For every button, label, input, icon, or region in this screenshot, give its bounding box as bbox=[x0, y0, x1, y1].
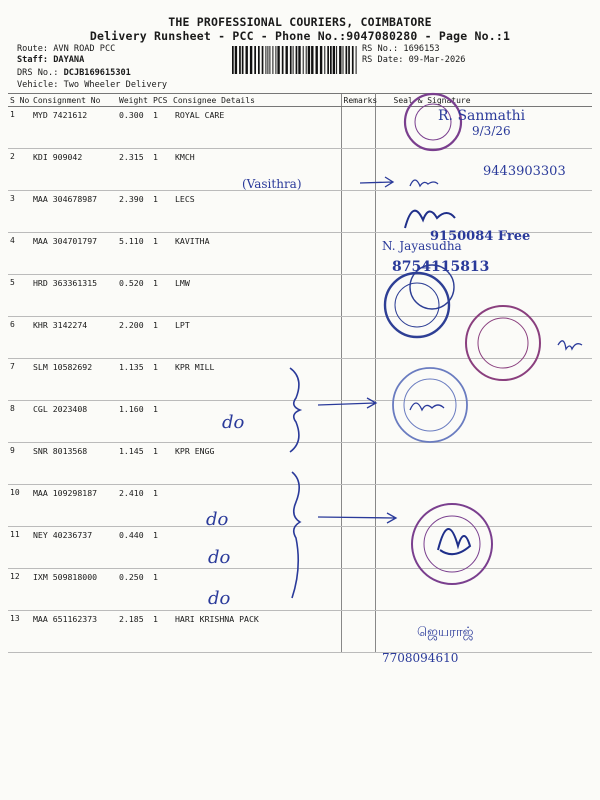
cell-sno: 7 bbox=[8, 359, 31, 401]
rs-number: RS No.: 1696153 bbox=[362, 44, 440, 54]
cell-pcs: 1 bbox=[151, 317, 171, 359]
row2-phone: 9443903303 bbox=[483, 164, 566, 179]
barcode-bar bbox=[316, 46, 318, 74]
cell-weight: 5.110 bbox=[117, 233, 151, 275]
barcode-bar bbox=[333, 46, 335, 74]
staff-label: Staff: bbox=[17, 55, 49, 65]
company-title: THE PROFESSIONAL COURIERS, COIMBATORE bbox=[168, 15, 432, 29]
row1-signature: R. Sanmathi bbox=[438, 108, 526, 124]
row13-signature: ஜெயராஜ் bbox=[417, 625, 474, 640]
table-row bbox=[8, 233, 592, 275]
drs-field bbox=[17, 68, 131, 79]
staff-value: DAYANA bbox=[53, 55, 85, 65]
table-row bbox=[8, 149, 592, 191]
table-row bbox=[8, 401, 592, 443]
barcode-bar bbox=[346, 46, 348, 74]
barcode-bar bbox=[303, 46, 304, 74]
barcode-bar bbox=[277, 46, 279, 74]
barcode-bar bbox=[239, 46, 241, 74]
cell-consignment-no: MAA 651162373 bbox=[31, 611, 117, 653]
barcode bbox=[232, 46, 358, 74]
cell-sno: 8 bbox=[8, 401, 31, 443]
barcode-bar bbox=[250, 46, 252, 74]
cell-pcs: 1 bbox=[151, 527, 171, 569]
cell-seal-signature bbox=[375, 233, 592, 275]
cell-pcs: 1 bbox=[151, 485, 171, 527]
runsheet-subtitle: Delivery Runsheet - PCC - Phone No.:9047080280 - Page No.:1 bbox=[89, 29, 511, 43]
table-row bbox=[8, 485, 592, 527]
barcode-bar bbox=[308, 46, 310, 74]
barcode-bar bbox=[348, 46, 350, 74]
cell-seal-signature bbox=[375, 569, 592, 611]
barcode-bar bbox=[254, 46, 256, 74]
barcode-bar bbox=[290, 46, 292, 74]
cell-sno: 1 bbox=[8, 107, 31, 149]
col-pcs: PCS bbox=[151, 94, 171, 107]
ditto-row8: do bbox=[222, 412, 245, 433]
barcode-bar bbox=[286, 46, 288, 74]
cell-consignment-no: MYD 7421612 bbox=[31, 107, 117, 149]
row13-phone: 7708094610 bbox=[382, 651, 459, 665]
barcode-bar bbox=[282, 46, 284, 74]
barcode-bar bbox=[293, 46, 294, 74]
barcode-bar bbox=[258, 46, 260, 74]
cell-sno: 2 bbox=[8, 149, 31, 191]
cell-consignment-no: MAA 304678987 bbox=[31, 191, 117, 233]
cell-seal-signature bbox=[375, 485, 592, 527]
cell-remarks bbox=[341, 233, 375, 275]
cell-seal-signature bbox=[375, 359, 592, 401]
cell-weight: 2.390 bbox=[117, 191, 151, 233]
cell-consignment-no: MAA 109298187 bbox=[31, 485, 117, 527]
cell-consignment-no: KHR 3142274 bbox=[31, 317, 117, 359]
cell-pcs: 1 bbox=[151, 107, 171, 149]
cell-seal-signature bbox=[375, 191, 592, 233]
cell-pcs: 1 bbox=[151, 401, 171, 443]
cell-pcs: 1 bbox=[151, 191, 171, 233]
cell-seal-signature bbox=[375, 275, 592, 317]
cell-weight: 0.520 bbox=[117, 275, 151, 317]
cell-seal-signature bbox=[375, 527, 592, 569]
cell-weight: 0.250 bbox=[117, 569, 151, 611]
cell-weight: 0.300 bbox=[117, 107, 151, 149]
drs-value: DCJB169615301 bbox=[63, 68, 131, 78]
barcode-bar bbox=[265, 46, 266, 74]
barcode-bar bbox=[339, 46, 341, 74]
row3-phone: 9150084 Free bbox=[430, 229, 531, 244]
cell-remarks bbox=[341, 485, 375, 527]
cell-remarks bbox=[341, 275, 375, 317]
barcode-bar bbox=[298, 46, 300, 74]
cell-pcs: 1 bbox=[151, 149, 171, 191]
row4-phone: 8754115813 bbox=[392, 259, 490, 275]
cell-remarks bbox=[341, 317, 375, 359]
barcode-bar bbox=[330, 46, 332, 74]
cell-remarks bbox=[341, 149, 375, 191]
cell-remarks bbox=[341, 107, 375, 149]
table-row bbox=[8, 569, 592, 611]
barcode-bar bbox=[246, 46, 248, 74]
barcode-bar bbox=[272, 46, 273, 74]
cell-sno: 4 bbox=[8, 233, 31, 275]
cell-consignee bbox=[171, 401, 341, 443]
rs-date: RS Date: 09-Mar-2026 bbox=[362, 55, 466, 65]
col-remarks: Remarks bbox=[341, 94, 375, 107]
col-seal-signature: Seal & Signature bbox=[375, 94, 592, 107]
cell-consignee: KPR ENGG bbox=[171, 443, 341, 485]
cell-consignment-no: MAA 304701797 bbox=[31, 233, 117, 275]
cell-remarks bbox=[341, 443, 375, 485]
table-row bbox=[8, 107, 592, 149]
cell-consignment-no: CGL 2023408 bbox=[31, 401, 117, 443]
cell-sno: 13 bbox=[8, 611, 31, 653]
cell-consignee: LMW bbox=[171, 275, 341, 317]
row4-name: N. Jayasudha bbox=[382, 239, 462, 253]
col-sno: S No bbox=[10, 95, 30, 105]
cell-sno: 5 bbox=[8, 275, 31, 317]
barcode-bar bbox=[320, 46, 322, 74]
cell-consignee: KMCH bbox=[171, 149, 341, 191]
barcode-bar bbox=[356, 46, 357, 74]
row2-note: (Vasithra) bbox=[242, 177, 302, 191]
cell-consignee: LPT bbox=[171, 317, 341, 359]
row1-date: 9/3/26 bbox=[472, 124, 511, 138]
cell-remarks bbox=[341, 527, 375, 569]
cell-remarks bbox=[341, 569, 375, 611]
barcode-bar bbox=[267, 46, 268, 74]
table-header bbox=[8, 94, 592, 107]
barcode-bar bbox=[336, 46, 337, 74]
barcode-bar bbox=[242, 46, 244, 74]
cell-remarks bbox=[341, 191, 375, 233]
col-weight: Weight bbox=[117, 94, 151, 107]
barcode-bar bbox=[296, 46, 298, 74]
table-row bbox=[8, 611, 592, 653]
barcode-bar bbox=[352, 46, 354, 74]
cell-weight: 1.160 bbox=[117, 401, 151, 443]
cell-seal-signature bbox=[375, 107, 592, 149]
cell-sno: 11 bbox=[8, 527, 31, 569]
cell-consignee: KAVITHA bbox=[171, 233, 341, 275]
cell-consignment-no: NEY 40236737 bbox=[31, 527, 117, 569]
barcode-bar bbox=[275, 46, 276, 74]
cell-pcs: 1 bbox=[151, 611, 171, 653]
cell-pcs: 1 bbox=[151, 443, 171, 485]
table-row bbox=[8, 527, 592, 569]
cell-weight: 2.185 bbox=[117, 611, 151, 653]
col-consignee: Consignee Details bbox=[171, 94, 341, 107]
table-row bbox=[8, 191, 592, 233]
cell-consignee bbox=[171, 569, 341, 611]
cell-weight: 1.145 bbox=[117, 443, 151, 485]
cell-consignee: LECS bbox=[171, 191, 341, 233]
cell-pcs: 1 bbox=[151, 233, 171, 275]
cell-consignment-no: SNR 8013568 bbox=[31, 443, 117, 485]
cell-consignment-no: IXM 509818000 bbox=[31, 569, 117, 611]
cell-sno: 6 bbox=[8, 317, 31, 359]
cell-consignment-no: HRD 363361315 bbox=[31, 275, 117, 317]
cell-seal-signature bbox=[375, 443, 592, 485]
cell-consignee: HARI KRISHNA PACK bbox=[171, 611, 341, 653]
cell-weight: 1.135 bbox=[117, 359, 151, 401]
cell-consignee bbox=[171, 527, 341, 569]
barcode-bar bbox=[306, 46, 307, 74]
drs-label: DRS No.: bbox=[17, 68, 59, 78]
cell-remarks bbox=[341, 611, 375, 653]
barcode-bar bbox=[235, 46, 237, 74]
cell-weight: 2.315 bbox=[117, 149, 151, 191]
cell-sno: 12 bbox=[8, 569, 31, 611]
cell-sno: 10 bbox=[8, 485, 31, 527]
cell-pcs: 1 bbox=[151, 275, 171, 317]
cell-consignee: ROYAL CARE bbox=[171, 107, 341, 149]
table-row bbox=[8, 317, 592, 359]
ditto-row12: do bbox=[208, 588, 231, 609]
table-row bbox=[8, 275, 592, 317]
ditto-row10: do bbox=[206, 509, 229, 530]
cell-seal-signature bbox=[375, 401, 592, 443]
cell-seal-signature bbox=[375, 611, 592, 653]
cell-remarks bbox=[341, 359, 375, 401]
ditto-row11: do bbox=[208, 547, 231, 568]
vehicle-label: Vehicle: Two Wheeler Delivery bbox=[17, 80, 168, 90]
barcode-bar bbox=[327, 46, 329, 74]
cell-pcs: 1 bbox=[151, 569, 171, 611]
barcode-bar bbox=[262, 46, 264, 74]
col-consignment: Consignment No bbox=[31, 94, 117, 107]
cell-seal-signature bbox=[375, 149, 592, 191]
barcode-bar bbox=[324, 46, 325, 74]
cell-remarks bbox=[341, 401, 375, 443]
barcode-bar bbox=[232, 46, 234, 74]
cell-weight: 2.410 bbox=[117, 485, 151, 527]
cell-consignee bbox=[171, 485, 341, 527]
cell-consignee: KPR MILL bbox=[171, 359, 341, 401]
route-label: Route: AVN ROAD PCC bbox=[17, 44, 116, 54]
table-row bbox=[8, 359, 592, 401]
cell-seal-signature bbox=[375, 317, 592, 359]
cell-pcs: 1 bbox=[151, 359, 171, 401]
table-row bbox=[8, 443, 592, 485]
cell-weight: 2.200 bbox=[117, 317, 151, 359]
cell-weight: 0.440 bbox=[117, 527, 151, 569]
cell-sno: 3 bbox=[8, 191, 31, 233]
barcode-bar bbox=[269, 46, 270, 74]
runsheet-table bbox=[8, 93, 592, 653]
staff-field bbox=[17, 55, 84, 66]
cell-consignment-no: SLM 10582692 bbox=[31, 359, 117, 401]
barcode-bar bbox=[311, 46, 313, 74]
cell-sno: 9 bbox=[8, 443, 31, 485]
cell-consignment-no: KDI 909042 bbox=[31, 149, 117, 191]
barcode-bar bbox=[343, 46, 344, 74]
